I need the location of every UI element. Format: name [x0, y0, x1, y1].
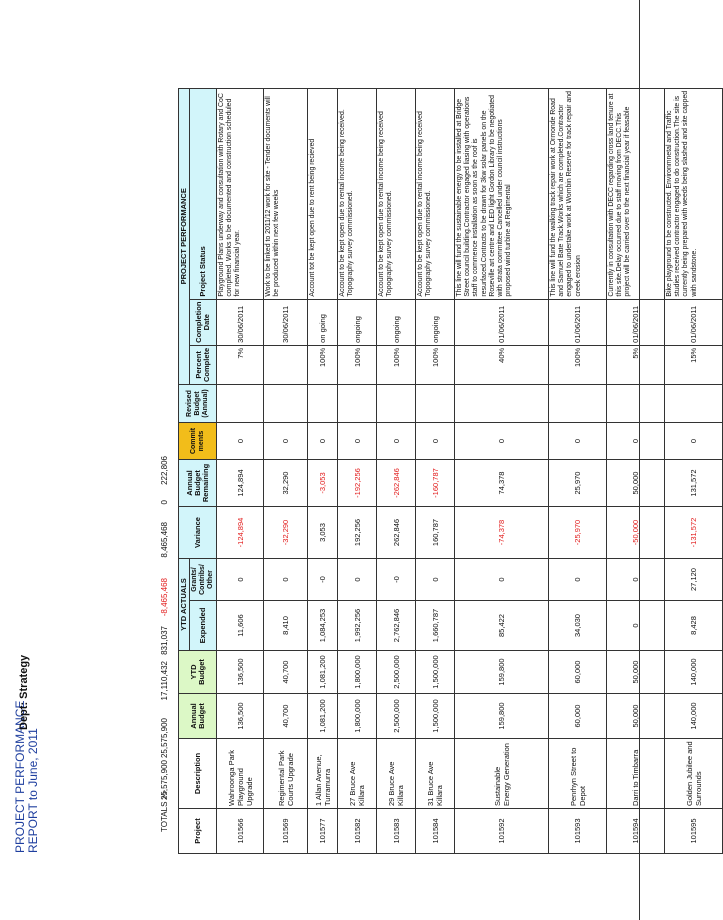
completion-date-cell: ongoing — [416, 299, 455, 345]
commitments-cell: 0 — [264, 423, 308, 460]
percent-complete-cell: 100% — [377, 345, 416, 384]
grants-cell: 0 — [264, 559, 308, 601]
table-row — [416, 88, 455, 853]
description-cell: Wahroonga Park Playground Upgrade — [217, 739, 264, 809]
total-ytd-budget: 25,575,900 — [160, 718, 169, 759]
total-revised-budget: 222,806 — [160, 456, 169, 485]
col-ytd-budget-header: YTD Budget — [179, 651, 217, 694]
total-expended: 17,110,432 — [160, 661, 169, 701]
description-cell: Regimental Park Courts Upgrade — [264, 739, 308, 809]
table-row — [549, 88, 607, 853]
description-cell: Golden Jubilee and Surrounds — [665, 739, 723, 809]
table-row — [665, 88, 723, 853]
percent-complete-cell: 100% — [416, 345, 455, 384]
table-row — [607, 88, 665, 853]
commitments-cell: 0 — [455, 423, 549, 460]
grants-cell: -0 — [377, 559, 416, 601]
annual-remaining-cell: -160,787 — [416, 460, 455, 507]
variance-cell: -74,378 — [455, 507, 549, 559]
percent-complete-cell: 100% — [549, 345, 607, 384]
col-commitments-header: Commit ments — [179, 423, 217, 460]
project-status-cell: Account to be kept open due to rental income being received. Topography survey commissioned. — [338, 88, 377, 299]
annual-budget-cell: 2,500,000 — [377, 694, 416, 739]
expended-cell: 34,030 — [549, 601, 607, 651]
completion-date-cell: ongoing — [338, 299, 377, 345]
annual-budget-cell: 1,800,000 — [338, 694, 377, 739]
expended-cell: 2,762,846 — [377, 601, 416, 651]
annual-budget-cell: 40,700 — [264, 694, 308, 739]
revised-budget-cell — [665, 385, 723, 423]
annual-budget-cell: 50,000 — [607, 694, 665, 739]
commitments-cell: 0 — [377, 423, 416, 460]
expended-cell: 1,084,253 — [308, 601, 338, 651]
ytd-budget-cell: 1,500,000 — [416, 651, 455, 694]
project-performance-table — [178, 88, 723, 854]
completion-date-cell: 01/06/2011 — [607, 299, 665, 345]
ytd-budget-cell: 159,800 — [455, 651, 549, 694]
revised-budget-cell — [264, 385, 308, 423]
col-expended-header: Expended — [190, 601, 217, 651]
project-code-cell: 101577 — [308, 809, 338, 854]
project-code-cell: 101582 — [338, 809, 377, 854]
grants-cell: 27,120 — [665, 559, 723, 601]
commitments-cell: 0 — [665, 423, 723, 460]
totals-label: TOTALS >> — [160, 790, 169, 832]
completion-date-cell: 01/06/2011 — [549, 299, 607, 345]
description-cell: 1 Allan Avenue, Turramurra — [308, 739, 338, 809]
table-row — [455, 88, 549, 853]
ytd-budget-cell: 50,000 — [607, 651, 665, 694]
completion-date-cell: on going — [308, 299, 338, 345]
table-row — [308, 88, 338, 853]
variance-cell: -131,572 — [665, 507, 723, 559]
total-annual-remaining: 8,465,468 — [160, 522, 169, 558]
grants-cell: -0 — [308, 559, 338, 601]
ytd-budget-cell: 40,700 — [264, 651, 308, 694]
revised-budget-cell — [338, 385, 377, 423]
ytd-budget-cell: 1,081,200 — [308, 651, 338, 694]
variance-cell: 192,256 — [338, 507, 377, 559]
commitments-cell: 0 — [416, 423, 455, 460]
project-status-cell: Currently in consultation with DECC regarding cross land tenure at this site.Delay occurred due to staff moving from DECC.This project will be carried over to the next financial year if feasable — [607, 88, 665, 299]
completion-date-cell: 30/06/2011 — [264, 299, 308, 345]
col-project-header: Project — [179, 809, 217, 854]
variance-cell: 262,846 — [377, 507, 416, 559]
revised-budget-cell — [377, 385, 416, 423]
col-ytd-actuals-header: YTD ACTUALS — [179, 559, 190, 651]
col-description-header: Description — [179, 739, 217, 809]
revised-budget-cell — [217, 385, 264, 423]
grants-cell: 0 — [455, 559, 549, 601]
col-percent-complete-header: Percent Complete — [190, 345, 217, 384]
variance-cell: -32,290 — [264, 507, 308, 559]
completion-date-cell: 01/06/2011 — [455, 299, 549, 345]
commitments-cell: 0 — [217, 423, 264, 460]
annual-budget-cell: 1,081,200 — [308, 694, 338, 739]
col-revised-budget-header: Revised Budget (Annual) — [179, 385, 217, 423]
variance-cell: 3,053 — [308, 507, 338, 559]
description-cell: 27 Bruce Ave Killara — [338, 739, 377, 809]
ytd-budget-cell: 140,000 — [665, 651, 723, 694]
project-status-cell: This line will fund the sustainable energy to be installed at Bridge Street council building.Contractor engaged liasing with operations staff to commence installation as soon as the roof is resurfaced.Contracts to be drawn for 3kw solar panels on the Roseville art centre and LED light Gordon Library to be negotiated with strata committee Cancelled under council instructions proposed wind turbine at Regimental — [455, 88, 549, 299]
annual-remaining-cell: 74,378 — [455, 460, 549, 507]
total-variance: -8,465,468 — [160, 578, 169, 617]
percent-complete-cell: 40% — [455, 345, 549, 384]
description-cell: Sustainable Energy Generation — [455, 739, 549, 809]
revised-budget-cell — [416, 385, 455, 423]
project-performance-header: PROJECT PERFORMANCE — [179, 88, 190, 384]
percent-complete-cell: 7% — [217, 345, 264, 384]
col-annual-remaining-header: Annual Budget Remaining — [179, 460, 217, 507]
expended-cell: 0 — [607, 601, 665, 651]
ytd-budget-cell: 2,500,000 — [377, 651, 416, 694]
project-status-cell: Account to be kept open due to rental income being received Topography survey commissioned. — [377, 88, 416, 299]
variance-cell: -124,894 — [217, 507, 264, 559]
annual-remaining-cell: -3,053 — [308, 460, 338, 507]
description-cell: Darri to Timbarra — [607, 739, 665, 809]
project-code-cell: 101583 — [377, 809, 416, 854]
total-grants: 831,037 — [160, 626, 169, 655]
description-cell: Penrhyn Street to Depot — [549, 739, 607, 809]
commitments-cell: 0 — [607, 423, 665, 460]
annual-budget-cell: 159,800 — [455, 694, 549, 739]
annual-budget-cell: 1,500,000 — [416, 694, 455, 739]
expended-cell: 11,606 — [217, 601, 264, 651]
annual-remaining-cell: -262,846 — [377, 460, 416, 507]
expended-cell: 1,992,256 — [338, 601, 377, 651]
annual-budget-cell: 60,000 — [549, 694, 607, 739]
annual-remaining-cell: 131,572 — [665, 460, 723, 507]
report-title-line2: REPORT to June, 2011 — [26, 728, 40, 853]
percent-complete-cell — [264, 345, 308, 384]
grants-cell: 0 — [217, 559, 264, 601]
variance-cell: 160,787 — [416, 507, 455, 559]
percent-complete-cell: 100% — [308, 345, 338, 384]
project-code-cell: 101584 — [416, 809, 455, 854]
ytd-budget-cell: 1,800,000 — [338, 651, 377, 694]
project-code-cell: 101593 — [549, 809, 607, 854]
table-row — [338, 88, 377, 853]
project-code-cell: 101595 — [665, 809, 723, 854]
commitments-cell: 0 — [308, 423, 338, 460]
project-status-cell: Account tot be kept open due to rent being recieved — [308, 88, 338, 299]
table-row — [377, 88, 416, 853]
col-annual-budget-header: Annual Budget — [179, 694, 217, 739]
annual-budget-cell: 136,500 — [217, 694, 264, 739]
annual-remaining-cell: -192,256 — [338, 460, 377, 507]
revised-budget-cell — [308, 385, 338, 423]
commitments-cell: 0 — [549, 423, 607, 460]
completion-date-cell: 30/06/2011 — [217, 299, 264, 345]
project-status-cell: Bike playground to be constructed. Environmnetal and Traffic studies received contractor engaged to do construction.The site is currently being prepared with weeds being slashed and site capped with sandstone. — [665, 88, 723, 299]
ytd-budget-cell: 60,000 — [549, 651, 607, 694]
grants-cell: 0 — [416, 559, 455, 601]
col-completion-date-header: Completion Date — [190, 299, 217, 345]
page-frame-edge — [639, 0, 640, 920]
department-label: Dept: Strategy — [18, 654, 30, 730]
expended-cell: 85,422 — [455, 601, 549, 651]
commitments-cell: 0 — [338, 423, 377, 460]
expended-cell: 8,428 — [665, 601, 723, 651]
col-project-status-header: Project Status — [190, 88, 217, 299]
description-cell: 29 Bruce Ave Killara — [377, 739, 416, 809]
project-code-cell: 101569 — [264, 809, 308, 854]
description-cell: 31 Bruce Ave Killara — [416, 739, 455, 809]
annual-remaining-cell: 25,970 — [549, 460, 607, 507]
total-commitments: 0 — [160, 500, 169, 505]
annual-remaining-cell: 124,894 — [217, 460, 264, 507]
project-code-cell: 101594 — [607, 809, 665, 854]
expended-cell: 1,660,787 — [416, 601, 455, 651]
completion-date-cell: ongoing — [377, 299, 416, 345]
table-row — [217, 88, 264, 853]
completion-date-cell: 01/06/2011 — [665, 299, 723, 345]
table-row — [264, 88, 308, 853]
variance-cell: -50,000 — [607, 507, 665, 559]
report-title-line1: PROJECT PERFORMANCE — [13, 700, 27, 853]
project-status-cell: Playground Plans underway and consultation with Rotary and CoC completed. Works to be documented and construction scheduled for new financial year. — [217, 88, 264, 299]
expended-cell: 8,410 — [264, 601, 308, 651]
col-grants-header: Grants/ Contribs/ Other — [190, 559, 217, 601]
variance-cell: -25,970 — [549, 507, 607, 559]
project-code-cell: 101592 — [455, 809, 549, 854]
percent-complete-cell: 100% — [338, 345, 377, 384]
col-variance-header: Variance — [179, 507, 217, 559]
percent-complete-cell: 15% — [665, 345, 723, 384]
percent-complete-cell: 5% — [607, 345, 665, 384]
grants-cell: 0 — [338, 559, 377, 601]
revised-budget-cell — [607, 385, 665, 423]
project-status-cell: This line will fund the walking track repair work at Ormonde Road and Samuel Bate Track.Works which are completed.Contractor engaged to undertake work at Wombin Reserve for track repair and creek erosion — [549, 88, 607, 299]
project-code-cell: 101566 — [217, 809, 264, 854]
project-status-cell: Account to be kept open due to rental income being received Topography survey commissioned. — [416, 88, 455, 299]
ytd-budget-cell: 136,500 — [217, 651, 264, 694]
annual-remaining-cell: 32,290 — [264, 460, 308, 507]
revised-budget-cell — [549, 385, 607, 423]
revised-budget-cell — [455, 385, 549, 423]
grants-cell: 0 — [549, 559, 607, 601]
grants-cell: 0 — [607, 559, 665, 601]
total-annual-budget: 25,575,900 — [160, 760, 169, 801]
annual-budget-cell: 140,000 — [665, 694, 723, 739]
project-status-cell: Work to be linked to 2011/12 work for site - Tender documents will be produced within next few weeks — [264, 88, 308, 299]
annual-remaining-cell: 50,000 — [607, 460, 665, 507]
